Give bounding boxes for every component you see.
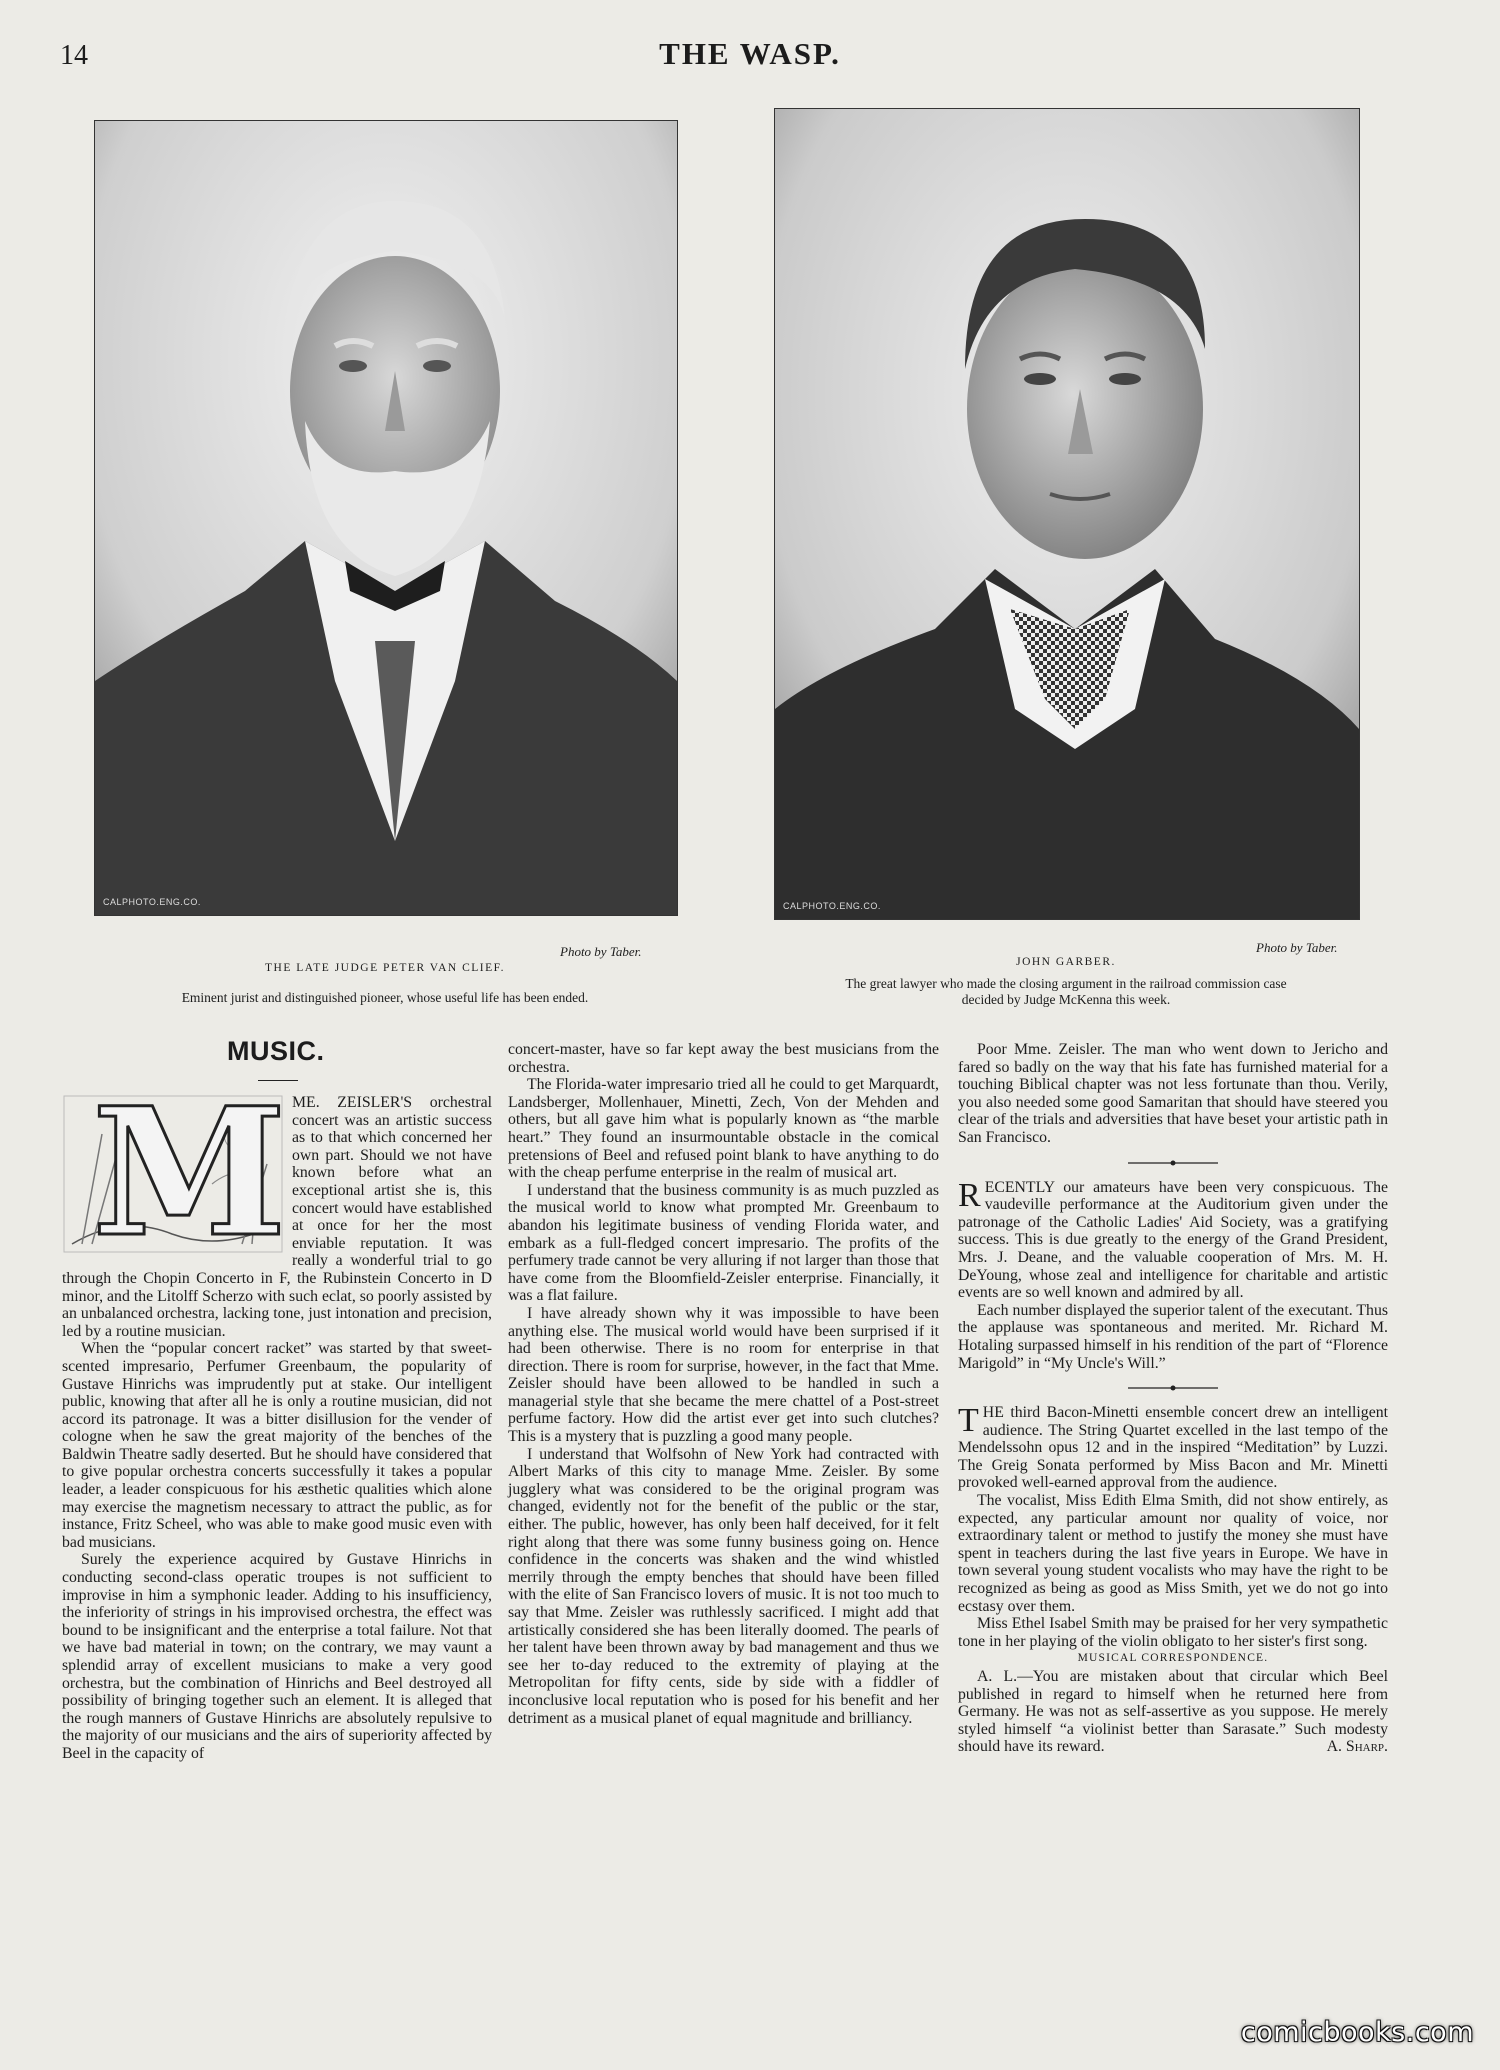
- initial-letter: T: [958, 1402, 979, 1440]
- watermark: comicbooks.com: [1240, 2017, 1474, 2048]
- masthead: THE WASP.: [659, 36, 841, 71]
- photo-credit-left: Photo by Taber.: [560, 944, 642, 959]
- subheading: MUSICAL CORRESPONDENCE.: [1077, 1652, 1269, 1665]
- engraver-credit: CALPHOTO.ENG.CO.: [103, 897, 201, 907]
- column-2: [508, 1041, 939, 1727]
- portrait-image: [95, 121, 677, 915]
- ornamental-divider-icon: [1128, 1159, 1218, 1167]
- paragraph: The vocalist, Miss Edith Elma Smith, did not show entirely, as expected, any particular amount nor quality of voice, nor extraordinary talent or method to justify the money she must have spent in teachers during the last five years in Europe. We have in town several young student vocalists who may have the right to be recognized as being as good as Miss Smith, yet we do not go into ecstasy over them.: [958, 1492, 1388, 1615]
- paragraph: The Florida-water impresario tried all he could to get Marquardt, Landsberger, Mollenhauer, Minetti, Zech, Von der Mehden and others, but all gave him what is popularly known as “the marble heart.” They found an insurmountable obstacle in the comical pretensions of Beel and refused point blank to have anything to do with the cheap perfume enterprise in the realm of musical art.: [508, 1076, 939, 1182]
- paragraph: concert-master, have so far kept away the best musicians from the orchestra.: [508, 1041, 939, 1076]
- caption-description-left: Eminent jurist and distinguished pioneer, whose useful life has been ended.: [181, 990, 589, 1005]
- paragraph-text: ECENTLY our amateurs have been very conspicuous. The vaudeville performance at the Auditorium given under the patronage of the Catholic Ladies' Aid Society, was a gratifying success. This is due greatly to the energy of the Grand President, Mrs. J. Deane, and the valuable cooperation of Mrs. M. H. DeYoung, whose zeal and intelligence for charitable and artistic events are so well known and admired by all.: [958, 1178, 1388, 1302]
- paragraph: Miss Ethel Isabel Smith may be praised for her very sympathetic tone in her playing of the violin obligato to her sister's first song.: [958, 1615, 1388, 1650]
- engraver-credit: CALPHOTO.ENG.CO.: [783, 901, 881, 911]
- page-number: 14: [60, 40, 88, 71]
- drop-cap-m: [62, 1069, 287, 1276]
- caption-name-left: THE LATE JUDGE PETER VAN CLIEF.: [264, 962, 505, 974]
- caption-description-right: [734, 976, 1398, 1008]
- column-1: [62, 1069, 492, 1763]
- drop-initial-letter: M: [92, 1069, 287, 1276]
- paragraph-text: HE third Bacon-Minetti ensemble concert drew an intelligent audience. The String Quartet excelled in the last tempo of the Mendelssohn opus 12 and in the inspired “Meditation” by Luzzi. The Greig Sonata performed by Miss Bacon and Mr. Minetti provoked well-earned approval from the audience.: [958, 1404, 1388, 1492]
- paragraph: Each number displayed the superior talent of the executant. Thus the applause was spontaneous and merited. Mr. Richard M. Hotaling surpassed himself in his rendition of the part of “Florence Marigold” in “My Uncle's Will.”: [958, 1301, 1388, 1372]
- paragraph: ME. ZEISLER'S orchestral concert was an artistic success as to that which concerned her own part. Should we not have known before what an exceptional artist she is, this concert would have established at once for her the most enviable reputation. It was really a wonderful trial to go through the Chopin Concerto in F, the Rubinstein Concerto in D minor, and the Litolff Scherzo with such eclat, so poorly assisted by an unbalanced orchestra, lacking tone, just intonation and precision, led by a routine musician.: [62, 1094, 492, 1340]
- paragraph-text: A. L.—You are mistaken about that circular which Beel published in regard to himself when he returned here from Germany. He was not as self-assertive as you suppose. He merely styled himself “a violinist better than Sarasate.” Such modesty should have its reward.: [958, 1668, 1388, 1756]
- portrait-photo-garber: [774, 108, 1360, 920]
- paragraph: When the “popular concert racket” was started by that sweet-scented impresario, Perfumer Greenbaum, the popularity of Gustave Hinrichs was imprudently put at stake. Our intelligent public, knowing that after all he is only a routine musician, did not accord its patronage. It was a bitter disillusion for the vender of cologne when he saw the great majority of the benches of the Baldwin Theatre sadly deserted. But he should have considered that to give popular orchestra concerts successfully it takes a popular leader, a leader conspicuous for his æsthetic qualities which alone may exercise the magnetism necessary to attract the public, as for instance, Fritz Scheel, who was able to make good music even with bad musicians.: [62, 1340, 492, 1551]
- portrait-image: [775, 109, 1359, 919]
- article-title: MUSIC.: [227, 1036, 325, 1066]
- caption-name-right: JOHN GARBER.: [1016, 956, 1116, 968]
- paragraph: Surely the experience acquired by Gustave Hinrichs in conducting second-class operatic troupes is not sufficient to improvise in him a symphonic leader. Adding to his insufficiency, the inferiority of strings in his improvised orchestra, the effect was bound to be insignificant and the enterprise a total failure. Not that we have bad material in town; on the contrary, we may vaunt a splendid array of excellent musicians to make a very good orchestra, but the combination of Hinrichs and Beel destroyed all possibility of bringing together such an element. It is alleged that the rough manners of Gustave Hinrichs are absolutely repulsive to the majority of our musicians and the airs of superiority affected by Beel in the capacity of: [62, 1551, 492, 1762]
- paragraph: I understand that the business community is as much puzzled as the musical world to know what prompted Mr. Greenbaum to abandon his legitimate business of vending Florida water, and embark as a full-fledged concert impresario. The profits of the perfumery trade cannot be very alluring if not larger than those that have come from the Bloomfield-Zeisler enterprise. Financially, it was a flat failure.: [508, 1181, 939, 1305]
- paragraph: [958, 1176, 1388, 1302]
- paragraph: I have already shown why it was impossible to have been anything else. The musical world would have been surprised if it had been otherwise. There is no room for enterprise in that direction. There is room for surprise, however, in the fact that Mme. Zeisler should have been allowed to be handled in such a managerial style that she became the mere chattel of a Post-street perfume factory. How did the artist ever get into such clutches? This is a mystery that is puzzling a good many people.: [508, 1304, 939, 1446]
- portrait-photo-van-clief: [94, 120, 678, 916]
- paragraph: Poor Mme. Zeisler. The man who went down to Jericho and fared so badly on the way that his fate has furnished material for a touching Biblical chapter was not less fortunate than thou. Verily, you also needed some good Samaritan that should have steered you clear of the trials and adversities that have beset your artistic path in San Francisco.: [958, 1041, 1388, 1146]
- paragraph: I understand that Wolfsohn of New York had contracted with Albert Marks of this city to manage Mme. Zeisler. By some jugglery what was considered to be the original program was changed, evidently not for the benefit of the public or the star, either. The public, however, has only been half deceived, for it felt right along that there was some funny business going on. Hence confidence in the concerts was shaken and the wind whistled merrily through the empty benches that should have been filled with the elite of San Francisco lovers of music. It is not too much to say that Mme. Zeisler was ruthlessly sacrificed. I might add that artistically considered she has been literally doomed. The pearls of her talent have been thrown away by bad management and thus we see her to-day reduced to the extremity of playing at the Metropolitan for fifty cents, side by side with a fiddler of inconclusive local reputation who is posed for his benefit and her detriment as a musical planet of equal magnitude and brilliancy.: [508, 1445, 939, 1727]
- initial-letter: R: [958, 1176, 981, 1214]
- signature: A. Sharp.: [1326, 1738, 1388, 1756]
- column-3: [958, 1041, 1388, 1756]
- paragraph: [958, 1404, 1388, 1492]
- photo-credit-right: Photo by Taber.: [1256, 940, 1338, 955]
- caption-line: decided by Judge McKenna this week.: [961, 992, 1171, 1007]
- ornamental-divider-icon: [1128, 1384, 1218, 1392]
- caption-line: The great lawyer who made the closing argument in the railroad commission case: [845, 976, 1287, 991]
- paragraph: [958, 1668, 1388, 1756]
